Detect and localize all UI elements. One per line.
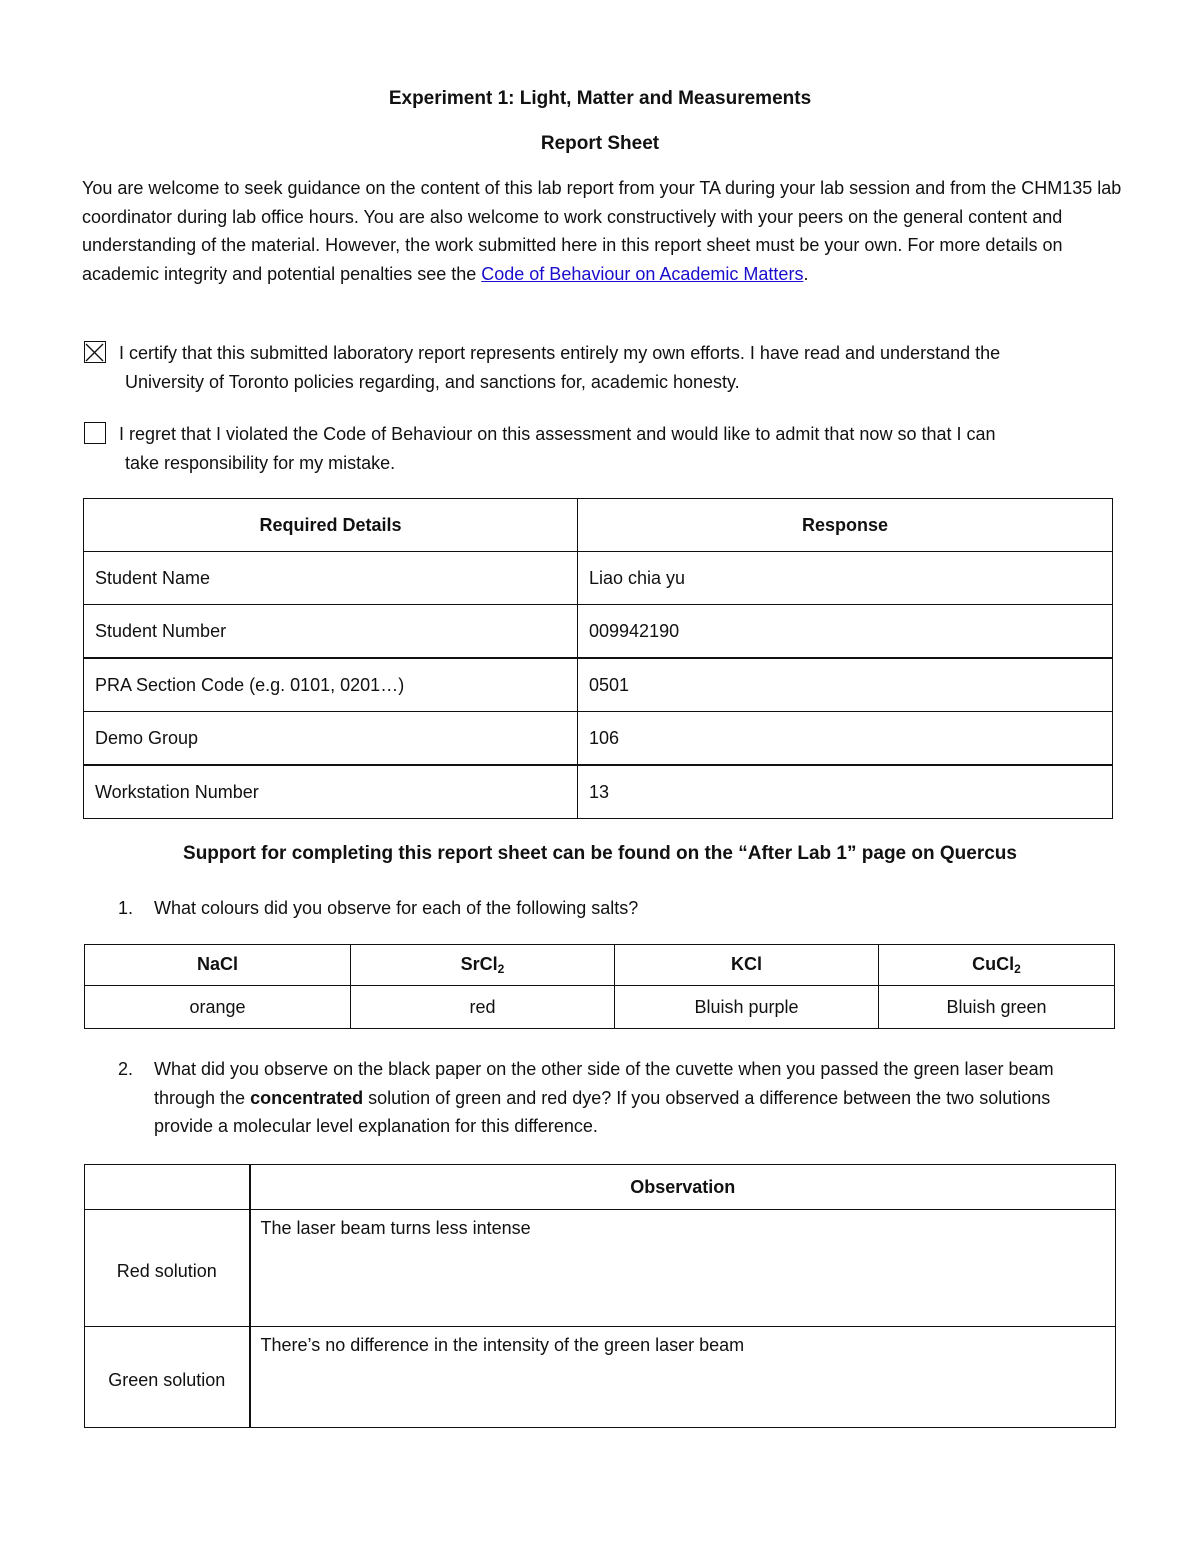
salt-colour: red xyxy=(351,986,615,1029)
table-header: Response xyxy=(578,499,1113,552)
student-number-value: 009942190 xyxy=(578,605,1113,659)
solution-label: Green solution xyxy=(85,1327,250,1428)
salt-header: SrCl$_2$ xyxy=(351,945,615,986)
salt-colour: Bluish green xyxy=(879,986,1115,1029)
regret-text-line1: I regret that I violated the Code of Behaviour on this assessment and would like to admit that now so that I can xyxy=(119,424,996,444)
table-row xyxy=(84,765,1113,819)
regret-checkbox[interactable] xyxy=(84,422,106,444)
support-note: Support for completing this report sheet can be found on the “After Lab 1” page on Quercus xyxy=(183,843,1017,864)
intro-paragraph xyxy=(82,174,1122,288)
intro-text: You are welcome to seek guidance on the content of this lab report from your TA during your lab session and from the CHM135 lab coordinator during lab office hours. You are also welcome to work constructively with your peers on the general content and understanding of the material. However, the work submitted here in this report sheet must be your own. For more details on academic integrity and potential penalties see the xyxy=(82,178,1122,284)
table-row xyxy=(85,986,1115,1029)
certify-text-line2: University of Toronto policies regarding, and sanctions for, academic honesty. xyxy=(125,372,740,392)
table-row xyxy=(85,1327,1116,1428)
workstation-number-value: 13 xyxy=(578,765,1113,819)
required-details-table xyxy=(83,498,1113,819)
table-row xyxy=(85,1210,1116,1327)
certify-text-line1: I certify that this submitted laboratory report represents entirely my own efforts. I have read and understand the xyxy=(119,343,1001,363)
question-text: What colours did you observe for each of the following salts? xyxy=(154,898,639,918)
solution-label: Red solution xyxy=(85,1210,250,1327)
empty-header-cell xyxy=(85,1165,250,1210)
observation-value: There’s no difference in the intensity of the green laser beam xyxy=(250,1327,1116,1428)
table-row xyxy=(84,658,1113,712)
question-number: 1. xyxy=(118,898,134,918)
detail-label: Student Number xyxy=(84,605,578,659)
code-of-behaviour-link[interactable]: Code of Behaviour on Academic Matters xyxy=(481,263,804,284)
checkbox-x-icon xyxy=(85,343,104,362)
regret-text-line2: take responsibility for my mistake. xyxy=(125,453,396,473)
question-number: 2. xyxy=(118,1059,134,1079)
detail-label: Student Name xyxy=(84,552,578,605)
question-text: What did you observe on the black paper on the other side of the cuvette when you passed the green laser beam through the concentrated solution of green and red dye? If you observed a difference between the two solutions provide a molecular level explanation for this difference. xyxy=(154,1059,1054,1136)
salt-header: NaCl xyxy=(85,945,351,986)
demo-group-value: 106 xyxy=(578,712,1113,766)
table-row xyxy=(84,712,1113,766)
table-row xyxy=(84,552,1113,605)
detail-label: Demo Group xyxy=(84,712,578,766)
observation-table xyxy=(84,1164,1116,1428)
student-name-value: Liao chia yu xyxy=(578,552,1113,605)
observation-value: The laser beam turns less intense xyxy=(250,1210,1116,1327)
page-subtitle: Report Sheet xyxy=(540,133,660,154)
certify-checkbox[interactable] xyxy=(84,341,106,363)
salt-colours-table xyxy=(84,944,1115,1029)
salt-colour: orange xyxy=(85,986,351,1029)
intro-period: . xyxy=(803,263,809,284)
salt-header: CuCl$_2$ xyxy=(879,945,1115,986)
salt-colour: Bluish purple xyxy=(615,986,879,1029)
detail-label: Workstation Number xyxy=(84,765,578,819)
section-code-value: 0501 xyxy=(578,658,1113,712)
page-title: Experiment 1: Light, Matter and Measurements xyxy=(388,88,812,109)
table-header: Required Details xyxy=(84,499,578,552)
salt-header: KCl xyxy=(615,945,879,986)
observation-header: Observation xyxy=(250,1165,1116,1210)
table-row xyxy=(84,605,1113,659)
detail-label: PRA Section Code (e.g. 0101, 0201…) xyxy=(84,658,578,712)
